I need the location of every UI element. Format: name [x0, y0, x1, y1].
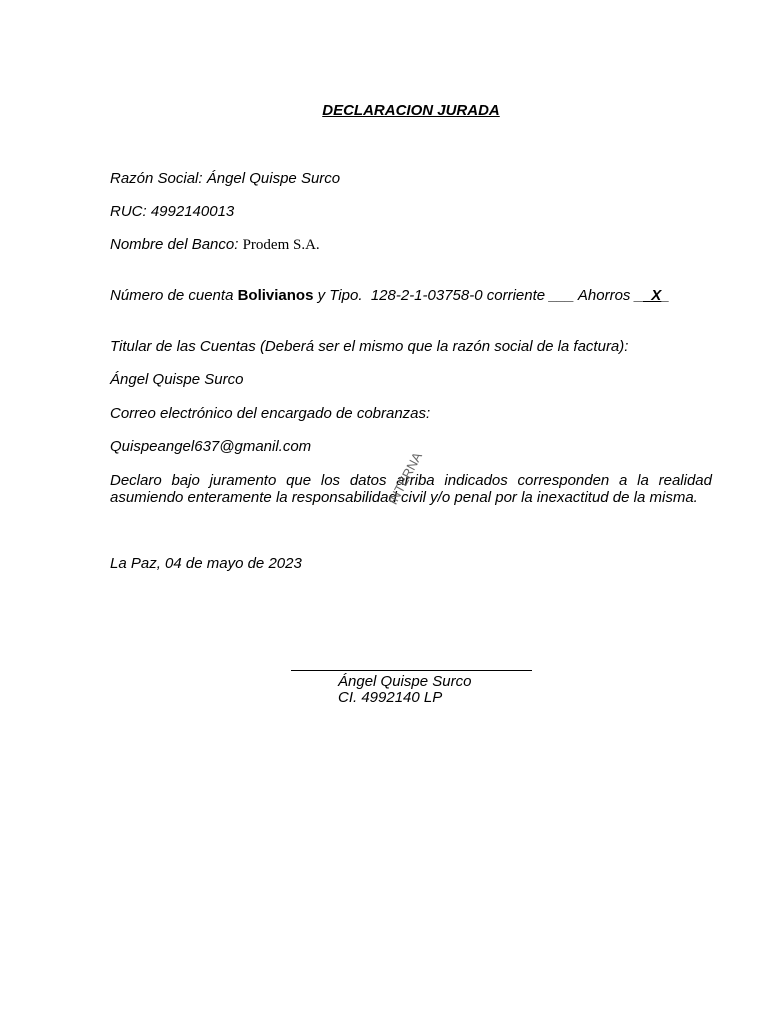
correo-value: Quispeangel637@gmanil.com	[110, 438, 312, 455]
lugar-fecha: La Paz, 04 de mayo de 2023	[110, 555, 302, 572]
cuenta-prefix: Número de cuenta	[110, 287, 234, 304]
correo-label: Correo electrónico del encargado de cobranzas:	[110, 405, 431, 422]
ahorros-mark: _X	[642, 287, 662, 304]
cuenta-middle: y Tipo. 128-2-1-03758-0 corriente ___ Ahorros _	[317, 287, 643, 304]
signature-line	[291, 670, 532, 671]
declaracion-text: Declaro bajo juramento que los datos arriba indicados corresponden a la realidad asumiendo enteramente la responsabilidad civil y/o penal por la inexactitud de la misma.	[110, 472, 712, 506]
titular-label: Titular de las Cuentas (Deberá ser el mismo que la razón social de la factura):	[110, 338, 629, 355]
banco	[110, 236, 320, 254]
document-title: DECLARACION JURADA	[322, 102, 500, 119]
ruc: RUC: 4992140013	[110, 203, 235, 220]
firma-ci: CI. 4992140 LP	[338, 689, 443, 706]
banco-value: Prodem S.A.	[242, 237, 320, 253]
cuenta-currency: Bolivianos	[237, 287, 314, 304]
firma-nombre: Ángel Quispe Surco	[338, 673, 472, 690]
banco-label: Nombre del Banco:	[110, 236, 239, 253]
watermark: INTERNA	[385, 449, 426, 508]
numero-cuenta	[110, 287, 670, 304]
razon-social: Razón Social: Ángel Quispe Surco	[110, 170, 341, 187]
titular-value: Ángel Quispe Surco	[110, 371, 244, 388]
cuenta-suffix: _	[661, 287, 670, 304]
